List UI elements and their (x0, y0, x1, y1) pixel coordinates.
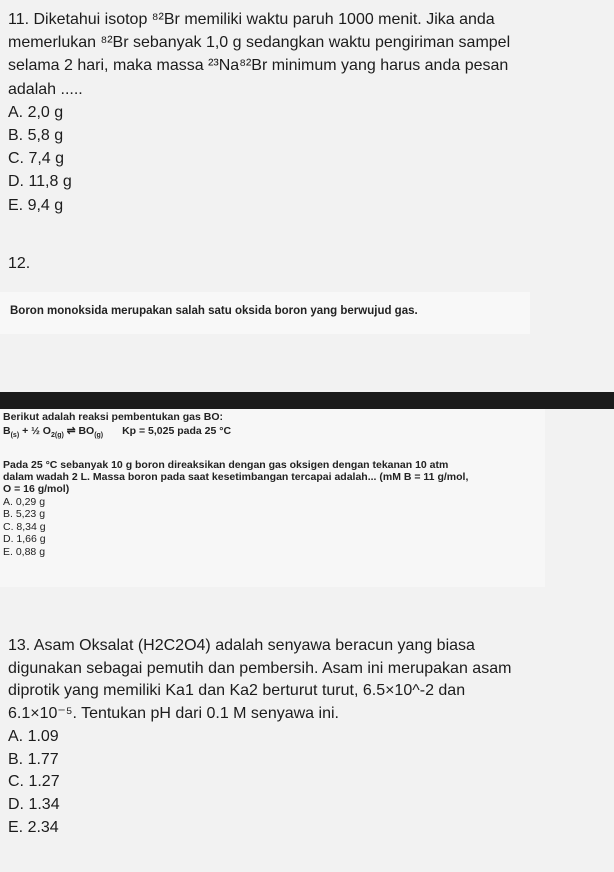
q12-intro-text: Boron monoksida merupakan salah satu oksida boron yang berwujud gas. (10, 305, 418, 317)
q12-intro-card (0, 292, 530, 334)
q11-option-c: C. 7,4 g (8, 150, 65, 168)
q12-option-d: D. 1,66 g (3, 533, 46, 545)
q12-option-c: C. 8,34 g (3, 521, 46, 533)
q11-option-d: D. 11,8 g (8, 173, 72, 191)
q13-option-a: A. 1.09 (8, 727, 59, 745)
q12-reaction-title: Berikut adalah reaksi pembentukan gas BO: (3, 411, 223, 423)
question-13 (8, 635, 608, 839)
state-label: (s) (10, 432, 20, 440)
q13-text-line: 13. Asam Oksalat (H2C2O4) adalah senyawa beracun yang biasa (8, 637, 475, 654)
question-11 (8, 8, 608, 217)
q11-text-line: adalah ..... (8, 80, 83, 98)
q13-text-line: 6.1×10⁻⁵. Tentukan pH dari 0.1 M senyawa ini. (8, 705, 339, 723)
q11-option-b: B. 5,8 g (8, 127, 64, 145)
q11-text-line: selama 2 hari, maka massa ²³Na⁸²Br minimum yang harus anda pesan (8, 57, 509, 75)
q13-option-b: B. 1.77 (8, 750, 59, 768)
q13-text-line: diprotik yang memiliki Ka1 dan Ka2 berturut turut, 6.5×10^-2 dan (8, 682, 466, 700)
reactant-oxygen: + ½ O (19, 425, 51, 437)
q13-option-c: C. 1.27 (8, 773, 60, 791)
state-label: 2(g) (50, 432, 64, 440)
q12-option-e: E. 0,88 g (3, 546, 46, 558)
q13-option-e: E. 2.34 (8, 818, 59, 836)
q11-text-line: memerlukan ⁸²Br sebanyak 1,0 g sedangkan waktu pengiriman sampel (8, 34, 511, 52)
reactant-boron: B (3, 425, 11, 437)
q11-text-line: 11. Diketahui isotop ⁸²Br memiliki waktu paruh 1000 menit. Jika anda (8, 11, 495, 28)
product-bo: ⇌ BO (63, 425, 95, 437)
q11-option-e: E. 9,4 g (8, 196, 64, 214)
q11-option-a: A. 2,0 g (8, 103, 64, 121)
question-12-number: 12. (8, 255, 31, 272)
q12-problem-card (0, 409, 545, 587)
divider-bar (0, 392, 614, 409)
q13-option-d: D. 1.34 (8, 795, 60, 813)
q12-body-line: dalam wadah 2 L. Massa boron pada saat kesetimbangan tercapai adalah... (mM B = 11 g/mol, (3, 471, 469, 483)
q12-body-line: O = 16 g/mol) (3, 483, 70, 495)
q12-body-line: Pada 25 °C sebanyak 10 g boron direaksikan dengan gas oksigen dengan tekanan 10 atm (3, 459, 449, 471)
q12-option-b: B. 5,23 g (3, 508, 46, 520)
kp-value: Kp = 5,025 pada 25 °C (122, 425, 232, 437)
q12-reaction-equation (3, 425, 231, 442)
state-label: (g) (94, 432, 104, 440)
q13-text-line: digunakan sebagai pemutih dan pembersih. Asam ini merupakan asam (8, 659, 512, 677)
q12-option-a: A. 0,29 g (3, 496, 46, 508)
